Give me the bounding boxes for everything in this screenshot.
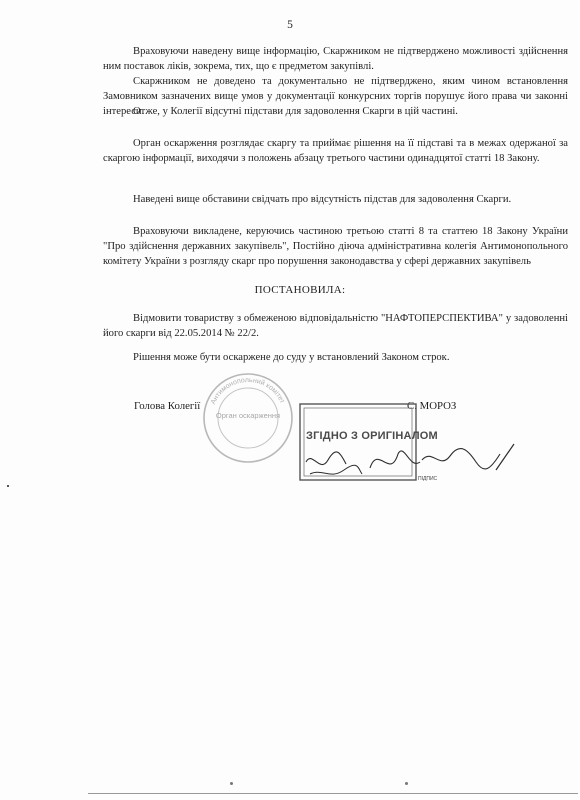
paragraph-6: Враховуючи викладене, керуючись частиною третьою статті 8 та статтею 18 Закону України "Про здійснення державних закупівель", Постійно діюча адміністративна колегія Антимонопольного комітету України з розгляду скарг про порушення законодавства у сфері державних закупівель: [103, 226, 568, 267]
decision-heading: ПОСТАНОВИЛА:: [254, 284, 346, 296]
svg-text:ПІДПИС: ПІДПИС: [418, 476, 438, 482]
paragraph-4: Орган оскарження розглядає скаргу та приймає рішення на її підставі та в межах одержаної за скаргою інформації, виходячи з положень абзацу третього частини одинадцятої статті 18 Закону.: [103, 138, 568, 164]
signatory-name: С. МОРОЗ: [407, 400, 457, 412]
scan-dust-mark: [405, 782, 408, 785]
scan-bottom-edge: [88, 793, 578, 794]
appeal-paragraph: Рішення може бути оскаржене до суду у встановлений Законом строк.: [133, 352, 450, 363]
scan-dust-mark: [230, 782, 233, 785]
svg-text:Орган оскарження: Орган оскарження: [215, 411, 281, 420]
paragraph-3: Отже, у Колегії відсутні підстави для задоволення Скарги в цій частині.: [133, 106, 458, 117]
decision-paragraph: Відмовити товариству з обмеженою відповідальністю "НАФТОПЕРСПЕКТИВА" у задоволенні його скарги від 22.05.2014 № 22/2.: [103, 313, 568, 339]
copy-stamp-label: ЗГІДНО З ОРИГІНАЛОМ: [306, 430, 438, 442]
paragraph-2: Скаржником не доведено та документально не підтверджено, яким чином встановлення Замовником зазначених вище умов у документації конкурсних торгів порушує його права чи законні інтереси.: [103, 76, 568, 117]
handwritten-signature-icon: [300, 440, 520, 488]
page-number: 5: [287, 19, 293, 31]
svg-text:Антимонопольний комітет: Антимонопольний комітет: [209, 376, 286, 406]
paragraph-5: Наведені вище обставини свідчать про відсутність підстав для задоволення Скарги.: [133, 194, 512, 205]
signatory-role: Голова Колегії: [134, 400, 201, 412]
official-seal-icon: [202, 372, 294, 464]
scan-margin-mark: [7, 485, 9, 487]
paragraph-1: Враховуючи наведену вище інформацію, Скаржником не підтверджено можливості здійснення ним поставок ліків, зокрема, тих, що є предметом закупівлі.: [103, 46, 568, 72]
